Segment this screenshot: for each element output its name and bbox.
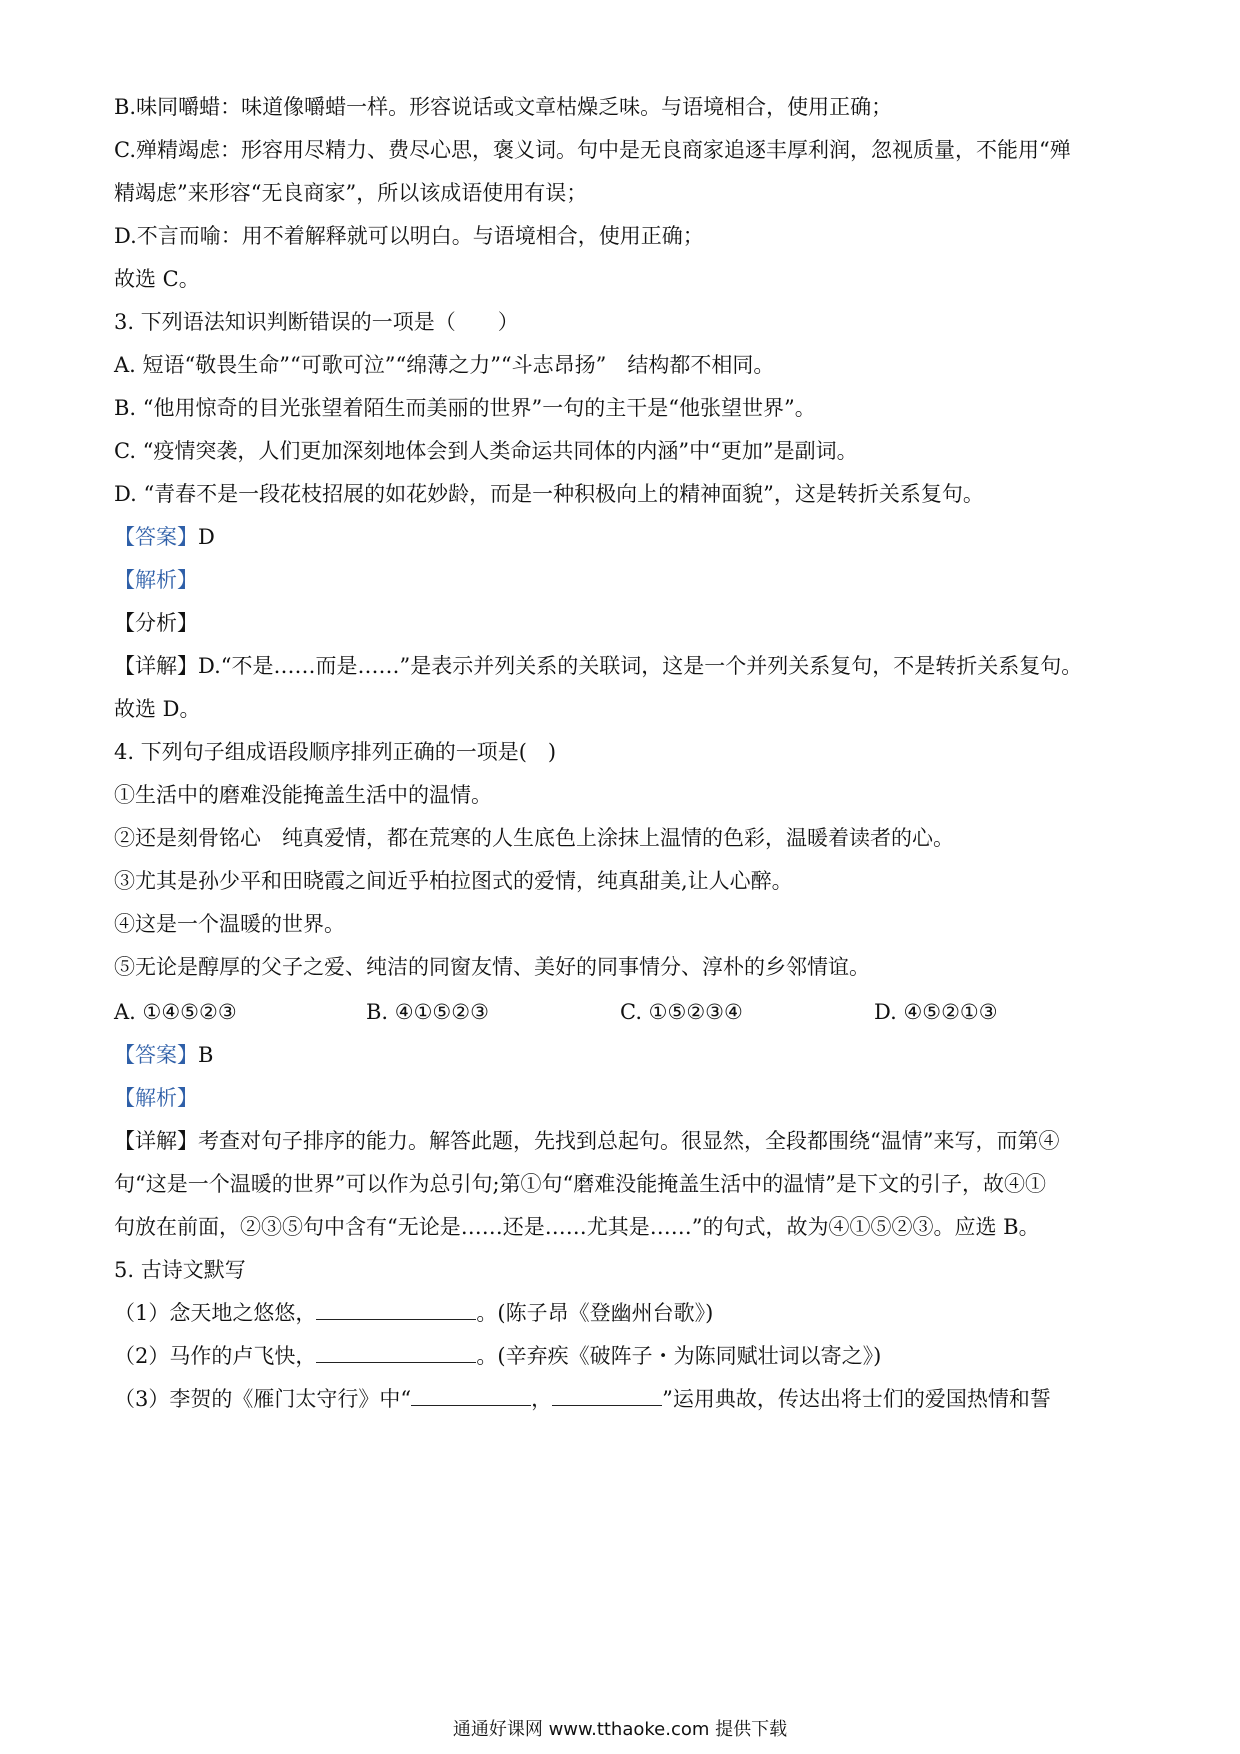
item-3-separator: ，	[531, 1387, 553, 1411]
detail-tag: 【详解】	[114, 654, 198, 678]
q4-option-b: B. ④①⑤②③	[366, 1000, 489, 1024]
q4-sentence-2: ②还是刻骨铭心 纯真爱情，都在荒寒的人生底色上涂抹上温情的色彩，温暖着读者的心。	[114, 826, 954, 850]
q2-conclusion: 故选 C。	[114, 267, 200, 291]
q4-option-c: C. ①⑤②③④	[620, 1000, 743, 1024]
q3-option-d: D. “青春不是一段花枝招展的如花妙龄，而是一种积极向上的精神面貌”，这是转折关系复句。	[114, 482, 984, 506]
answer-tag: 【答案】	[114, 1043, 198, 1067]
answer-value: B	[198, 1043, 214, 1067]
item-2-prefix: （2）马作的卢飞快，	[114, 1344, 317, 1368]
item-3-prefix: （3）李贺的《雁门太守行》中“	[114, 1387, 412, 1411]
answer-blank[interactable]	[316, 1342, 476, 1363]
q4-sentence-5: ⑤无论是醇厚的父子之爱、纯洁的同窗友情、美好的同事情分、淳朴的乡邻情谊。	[114, 955, 870, 979]
q4-answer	[114, 1040, 1134, 1070]
q3-detail	[114, 651, 1134, 681]
q3-fenxi	[114, 608, 1134, 638]
q4-stem: 4. 下列句子组成语段顺序排列正确的一项是( )	[114, 740, 557, 764]
q4-options	[114, 997, 1134, 1027]
q5-item-3	[114, 1384, 1134, 1414]
item-1-prefix: （1）念天地之悠悠，	[114, 1301, 317, 1325]
q5-item-1	[114, 1298, 1134, 1328]
answer-blank[interactable]	[411, 1385, 531, 1406]
q4-detail-3: 句放在前面，②③⑤句中含有“无论是……还是……尤其是……”的句式，故为④①⑤②③。应选 B。	[114, 1215, 1040, 1239]
q4-option-a: A. ①④⑤②③	[114, 1000, 237, 1024]
detail-text: D.“不是……而是……”是表示并列关系的关联词，这是一个并列关系复句，不是转折关系复句。	[198, 654, 1083, 678]
option-b-explanation: B.味同嚼蜡：味道像嚼蜡一样。形容说话或文章枯燥乏味。与语境相合，使用正确；	[114, 95, 893, 119]
item-3-suffix: ”运用典故，传达出将士们的爱国热情和誓	[662, 1387, 1051, 1411]
option-c-explanation-cont: 精竭虑”来形容“无良商家”，所以该成语使用有误；	[114, 181, 588, 205]
q3-analysis	[114, 565, 1134, 595]
q3-stem: 3. 下列语法知识判断错误的一项是（ ）	[114, 310, 519, 334]
q4-detail-1	[114, 1126, 1134, 1156]
detail-text: 考查对句子排序的能力。解答此题，先找到总起句。很显然，全段都围绕“温情”来写，而第④	[198, 1129, 1060, 1153]
q4-analysis	[114, 1083, 1134, 1113]
answer-value: D	[198, 525, 215, 549]
q3-choose: 故选 D。	[114, 697, 201, 721]
q4-sentence-3: ③尤其是孙少平和田晓霞之间近乎柏拉图式的爱情，纯真甜美,让人心醉。	[114, 869, 793, 893]
answer-tag: 【答案】	[114, 525, 198, 549]
q3-answer	[114, 522, 1134, 552]
q5-item-2	[114, 1341, 1134, 1371]
q4-sentence-4: ④这是一个温暖的世界。	[114, 912, 345, 936]
item-2-suffix: 。(辛弃疾《破阵子・为陈同赋壮词以寄之》)	[476, 1344, 882, 1368]
q4-detail-2: 句“这是一个温暖的世界”可以作为总引句;第①句“磨难没能掩盖生活中的温情”是下文的引子，故④①	[114, 1172, 1047, 1196]
q3-option-c: C. “疫情突袭，人们更加深刻地体会到人类命运共同体的内涵”中“更加”是副词。	[114, 439, 858, 463]
fenxi-tag: 【分析】	[114, 611, 198, 635]
q3-option-a: A. 短语“敬畏生命”“可歌可泣”“绵薄之力”“斗志昂扬” 结构都不相同。	[114, 353, 775, 377]
q3-option-b: B. “他用惊奇的目光张望着陌生而美丽的世界”一句的主干是“他张望世界”。	[114, 396, 816, 420]
q5-stem: 5. 古诗文默写	[114, 1258, 246, 1282]
q4-option-d: D. ④⑤②①③	[874, 1000, 998, 1024]
answer-blank[interactable]	[552, 1385, 662, 1406]
option-c-explanation: C.殚精竭虑：形容用尽精力、费尽心思，褒义词。句中是无良商家追逐丰厚利润，忽视质量，不能用“殚	[114, 138, 1071, 162]
option-d-explanation: D.不言而喻：用不着解释就可以明白。与语境相合，使用正确；	[114, 224, 704, 248]
q4-sentence-1: ①生活中的磨难没能掩盖生活中的温情。	[114, 783, 492, 807]
analysis-tag: 【解析】	[114, 1086, 198, 1110]
page-footer: 通通好课网 www.tthaoke.com 提供下载	[452, 1719, 788, 1740]
analysis-tag: 【解析】	[114, 568, 198, 592]
detail-tag: 【详解】	[114, 1129, 198, 1153]
answer-blank[interactable]	[316, 1299, 476, 1320]
item-1-suffix: 。(陈子昂《登幽州台歌》)	[476, 1301, 714, 1325]
